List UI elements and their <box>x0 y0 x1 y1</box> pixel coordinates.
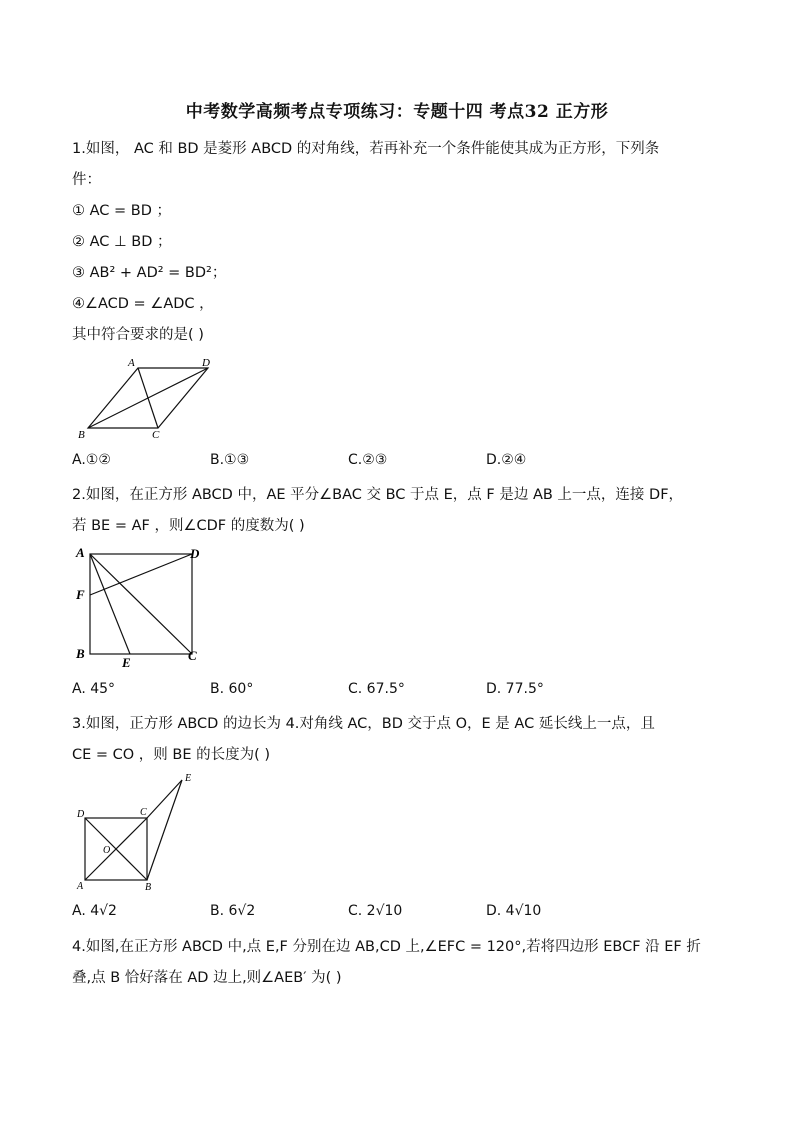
q3-option-d[interactable]: D. 4√10 <box>486 903 542 919</box>
label-o: O <box>103 845 111 856</box>
label-d: D <box>77 809 85 820</box>
q1-question: 其中符合要求的是( ) <box>72 327 204 343</box>
diagonal-ac <box>90 554 192 654</box>
label-c: C <box>140 807 147 818</box>
segment-ae <box>90 554 130 654</box>
q3-stem-line2: CE = CO ，则 BE 的长度为( ) <box>72 747 271 763</box>
q3-option-c[interactable]: C. 2√10 <box>348 903 403 919</box>
q2-option-d[interactable]: D. 77.5° <box>486 681 544 697</box>
label-a: A <box>76 545 85 560</box>
segment-ce <box>147 780 182 818</box>
q2-option-b[interactable]: B. 60° <box>210 681 254 697</box>
label-b: B <box>145 882 152 892</box>
q1-condition-3: ③ AB² + AD² = BD²； <box>72 265 227 281</box>
label-f: F <box>76 587 85 602</box>
q3-option-a[interactable]: A. 4√2 <box>72 903 117 919</box>
page-title: 中考数学高频考点专项练习：专题十四 考点32 正方形 <box>185 102 609 122</box>
q1-option-a[interactable]: A.①② <box>72 452 111 468</box>
segment-df <box>90 554 192 595</box>
q1-condition-2: ② AC ⊥ BD ； <box>72 234 172 250</box>
label-d: D <box>202 357 210 369</box>
q1-option-b[interactable]: B.①③ <box>210 452 250 468</box>
q1-condition-4: ④∠ACD = ∠ADC ， <box>72 296 214 312</box>
label-c: C <box>188 648 197 663</box>
q4-stem-line2: 叠,点 B 恰好落在 AD 边上,则∠AEB′ 为( ) <box>72 970 342 986</box>
label-d: D <box>190 546 200 561</box>
label-c: C <box>152 429 160 441</box>
q1-stem-line2: 件： <box>72 172 101 188</box>
label-b: B <box>76 646 85 661</box>
q2-square-figure <box>72 542 212 672</box>
q1-rhombus-figure <box>72 352 222 442</box>
q4-stem-line1: 4.如图,在正方形 ABCD 中,点 E,F 分别在边 AB,CD 上,∠EFC = 120°,若将四边形 EBCF 沿 EF 折 <box>72 939 701 955</box>
q2-stem-line1: 2.如图，在正方形 ABCD 中，AE 平分∠BAC 交 BC 于点 E，点 F 是边 AB 上一点，连接 DF， <box>72 487 684 503</box>
q1-option-d[interactable]: D.②④ <box>486 452 527 468</box>
diagonal-bd <box>88 368 208 428</box>
q2-option-c[interactable]: C. 67.5° <box>348 681 405 697</box>
q1-option-c[interactable]: C.②③ <box>348 452 388 468</box>
label-e: E <box>122 655 131 670</box>
segment-be <box>147 780 182 880</box>
q2-option-a[interactable]: A. 45° <box>72 681 116 697</box>
q2-stem-line2: 若 BE = AF ，则∠CDF 的度数为( ) <box>72 518 305 534</box>
label-a: A <box>77 881 84 892</box>
q3-option-b[interactable]: B. 6√2 <box>210 903 256 919</box>
label-e: E <box>185 773 192 784</box>
q3-stem-line1: 3.如图，正方形 ABCD 的边长为 4.对角线 AC，BD 交于点 O，E 是 AC 延长线上一点，且 <box>72 716 655 732</box>
label-a: A <box>128 357 135 369</box>
label-b: B <box>78 429 85 441</box>
q1-condition-1: ① AC = BD ； <box>72 203 171 219</box>
q3-square-figure <box>72 770 202 892</box>
q1-stem-line1: 1.如图， AC 和 BD 是菱形 ABCD 的对角线，若再补充一个条件能使其成为正方形，下列条 <box>72 141 660 157</box>
